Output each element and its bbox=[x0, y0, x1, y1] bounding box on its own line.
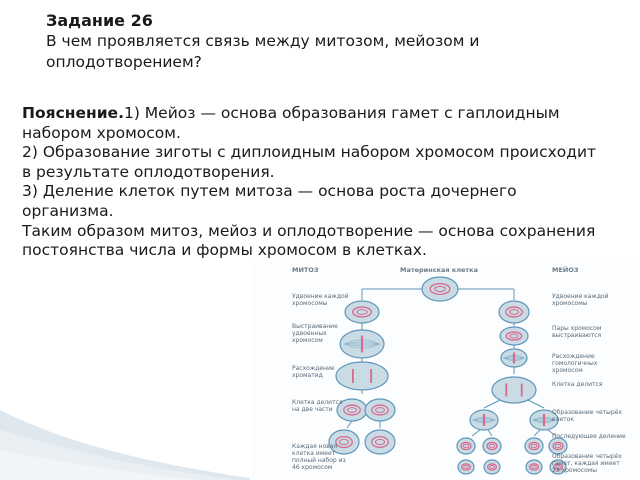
arrow bbox=[484, 400, 500, 408]
diagram-note: Клетка делится bbox=[552, 381, 603, 388]
cell-membrane bbox=[500, 327, 528, 345]
cell-membrane bbox=[345, 301, 379, 323]
explanation-p1-line2: набором хромосом. bbox=[22, 123, 181, 142]
cell bbox=[345, 301, 379, 323]
cell-membrane bbox=[458, 460, 474, 474]
cell bbox=[422, 277, 458, 301]
cell-membrane bbox=[365, 399, 395, 421]
cell bbox=[483, 438, 501, 454]
diagram-note: Расхождение гомологичных хромосом bbox=[552, 353, 598, 374]
cell bbox=[484, 460, 500, 474]
task-question-line1: В чем проявляется связь между митозом, мейозом и bbox=[46, 32, 480, 50]
diagram-note: Последующее деление bbox=[552, 433, 626, 440]
diagram-note: Клетка делится на две части bbox=[292, 399, 343, 413]
cell-membrane bbox=[525, 438, 543, 454]
cell bbox=[365, 399, 395, 421]
cell bbox=[500, 327, 528, 345]
corner-decoration bbox=[0, 350, 250, 480]
cell-membrane bbox=[365, 430, 395, 454]
explanation-p3-line2: организма. bbox=[22, 201, 114, 220]
diagram-canvas bbox=[252, 262, 640, 480]
task-block bbox=[46, 10, 606, 73]
cell bbox=[365, 430, 395, 454]
cell bbox=[526, 460, 542, 474]
explanation-p2-line1: 2) Образование зиготы с диплоидным набором хромосом происходит bbox=[22, 143, 597, 162]
explanation-p1-line1 bbox=[22, 104, 622, 124]
cell-membrane bbox=[483, 438, 501, 454]
diagram-note: Удвоение каждой хромосомы bbox=[552, 293, 609, 307]
task-title: Задание 26 bbox=[46, 11, 153, 30]
cell-membrane bbox=[499, 301, 529, 323]
explanation-block bbox=[22, 104, 622, 261]
cell bbox=[340, 330, 384, 358]
arrow bbox=[534, 430, 540, 436]
arrow bbox=[528, 400, 544, 408]
diagram-note: Образование четырёх гамет, каждая имеет 23 хромосомы bbox=[552, 453, 622, 474]
mitosis-meiosis-diagram bbox=[252, 262, 640, 480]
cell-membrane bbox=[492, 377, 536, 403]
cell-membrane bbox=[484, 460, 500, 474]
explanation-p4-line1: Таким образом митоз, мейоз и оплодотворение — основа сохранения bbox=[22, 221, 596, 240]
cell-membrane bbox=[549, 438, 567, 454]
task-question-line2: оплодотворением? bbox=[46, 53, 202, 71]
cell bbox=[458, 460, 474, 474]
diagram-cells bbox=[329, 277, 567, 474]
arrow bbox=[488, 430, 492, 436]
cell bbox=[549, 438, 567, 454]
explanation-p4-line2: постоянства числа и формы хромосом в клетках. bbox=[22, 241, 427, 260]
diagram-right-header: МЕЙОЗ bbox=[552, 266, 579, 274]
diagram-left-header: МИТОЗ bbox=[292, 266, 319, 274]
diagram-note: Пары хромосом выстраиваются bbox=[552, 325, 602, 339]
cell-membrane bbox=[526, 460, 542, 474]
cell bbox=[525, 438, 543, 454]
diagram-center-header: Материнская клетка bbox=[400, 266, 478, 274]
cell-membrane bbox=[457, 438, 475, 454]
explanation-heading: Пояснение. bbox=[22, 104, 124, 122]
arrow bbox=[347, 421, 352, 428]
cell bbox=[492, 377, 536, 403]
cell bbox=[336, 362, 388, 390]
cell bbox=[501, 349, 527, 367]
explanation-p2-line2: в результате оплодотворения. bbox=[22, 162, 275, 181]
diagram-note: Расхождение хроматид bbox=[292, 365, 335, 379]
diagram-note: Удвоение каждой хромосомы bbox=[292, 293, 349, 307]
cell-membrane bbox=[422, 277, 458, 301]
arrow bbox=[472, 430, 480, 436]
explanation-p3-line1: 3) Деление клеток путем митоза — основа роста дочернего bbox=[22, 182, 517, 201]
diagram-note: Выстраивание удвоенных хромосом bbox=[292, 323, 338, 344]
diagram-note: Образование четырёх клеток bbox=[552, 409, 622, 423]
cell-membrane bbox=[336, 362, 388, 390]
cell bbox=[499, 301, 529, 323]
cell bbox=[470, 410, 498, 430]
explanation-p1-a: 1) Мейоз — основа образования гамет с гаплоидным bbox=[123, 104, 560, 122]
cell bbox=[457, 438, 475, 454]
diagram-note: Каждая новая клетка имеет полный набор из 46 хромосом bbox=[292, 443, 346, 471]
